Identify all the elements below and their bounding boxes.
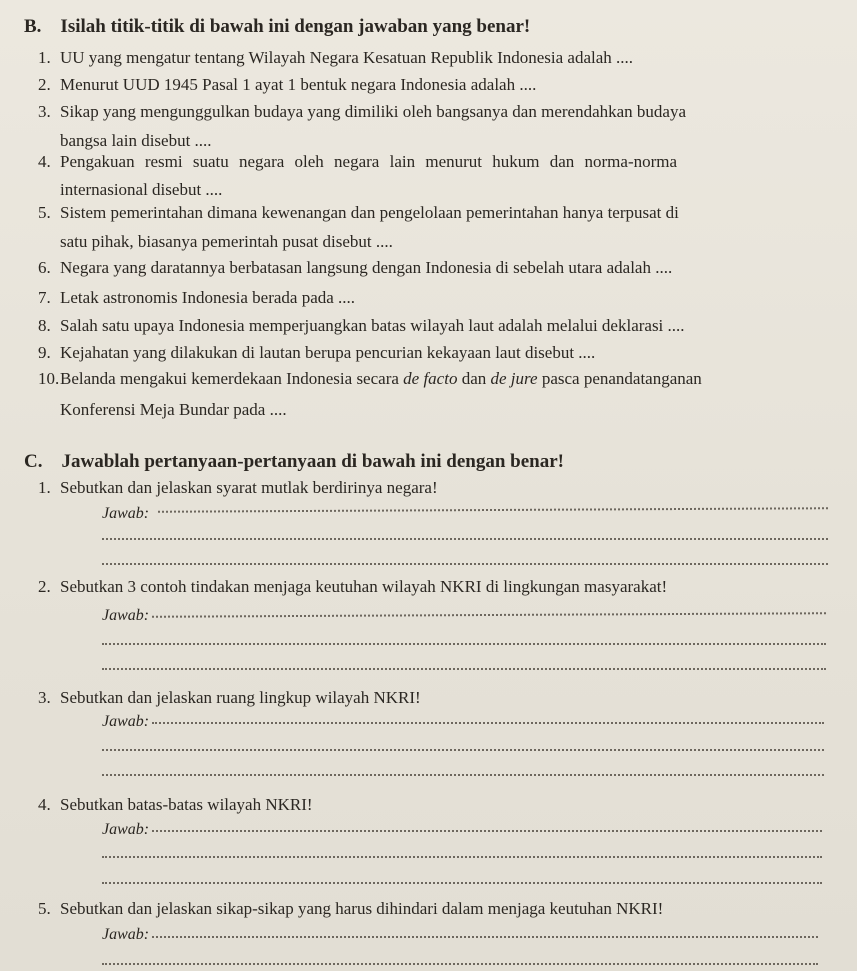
section-c-title: C. Jawablah pertanyaan-pertanyaan di bawah ini dengan benar! xyxy=(24,451,565,472)
section-b-title: B. Isilah titik-titik di bawah ini dengan jawaban yang benar! xyxy=(24,16,531,37)
c-question-3: 3. Sebutkan dan jelaskan ruang lingkup wilayah NKRI! xyxy=(38,688,421,707)
c-answer-line-4c[interactable] xyxy=(102,882,822,884)
c-answer-line-2a[interactable] xyxy=(152,612,826,618)
b-item-8: 8. Salah satu upaya Indonesia memperjuangkan batas wilayah laut adalah melalui deklarasi .... xyxy=(38,316,685,335)
c-answer-line-3b[interactable] xyxy=(102,749,824,751)
b-item-4: 4. Pengakuan resmi suatu negara oleh negara lain menurut hukum dan norma-norma xyxy=(38,152,678,171)
c-question-1: 1. Sebutkan dan jelaskan syarat mutlak berdirinya negara! xyxy=(38,478,438,497)
b-item-9: 9. Kejahatan yang dilakukan di lautan berupa pencurian kekayaan laut disebut .... xyxy=(38,343,596,362)
c-answer-line-1b[interactable] xyxy=(102,538,828,540)
c-answer-line-2b[interactable] xyxy=(102,643,826,645)
c-answer-line-5a[interactable] xyxy=(152,936,818,938)
c-answer-label-2: Jawab: xyxy=(102,607,150,624)
c-answer-line-3c[interactable] xyxy=(102,774,824,776)
c-answer-line-5b[interactable] xyxy=(102,963,818,965)
c-answer-label-1: Jawab: xyxy=(102,505,150,522)
c-answer-line-2c[interactable] xyxy=(102,668,826,670)
c-answer-line-1c[interactable] xyxy=(102,563,828,565)
b-item-4-cont: internasional disebut .... xyxy=(60,180,223,199)
b-item-5: 5. Sistem pemerintahan dimana kewenangan dan pengelolaan pemerintahan hanya terpusat di xyxy=(38,203,679,222)
c-answer-line-1a[interactable] xyxy=(158,507,828,513)
b-item-3: 3. Sikap yang mengunggulkan budaya yang dimiliki oleh bangsanya dan merendahkan budaya xyxy=(38,102,687,121)
b-item-1: 1. UU yang mengatur tentang Wilayah Negara Kesatuan Republik Indonesia adalah .... xyxy=(38,48,634,67)
c-answer-label-4: Jawab: xyxy=(102,821,150,838)
c-answer-line-3a[interactable] xyxy=(152,722,824,724)
b-item-5-cont: satu pihak, biasanya pemerintah pusat disebut .... xyxy=(60,232,393,251)
b-item-6: 6. Negara yang daratannya berbatasan langsung dengan Indonesia di sebelah utara adalah .... xyxy=(38,258,673,277)
c-answer-line-4b[interactable] xyxy=(102,856,822,858)
c-answer-label-5: Jawab: xyxy=(102,926,150,943)
c-question-2: 2. Sebutkan 3 contoh tindakan menjaga keutuhan wilayah NKRI di lingkungan masyarakat! xyxy=(38,577,668,596)
b-item-7: 7. Letak astronomis Indonesia berada pada .... xyxy=(38,288,356,307)
c-answer-label-3: Jawab: xyxy=(102,713,150,730)
b-item-2: 2. Menurut UUD 1945 Pasal 1 ayat 1 bentuk negara Indonesia adalah .... xyxy=(38,75,537,94)
b-item-10-cont: Konferensi Meja Bundar pada .... xyxy=(60,400,287,419)
b-item-3-cont: bangsa lain disebut .... xyxy=(60,131,212,150)
c-question-4: 4. Sebutkan batas-batas wilayah NKRI! xyxy=(38,795,313,814)
c-answer-line-4a[interactable] xyxy=(152,830,822,832)
b-item-10: 10.Belanda mengakui kemerdekaan Indonesia secara de facto dan de jure pasca penandatanganan xyxy=(38,369,702,388)
c-question-5: 5. Sebutkan dan jelaskan sikap-sikap yang harus dihindari dalam menjaga keutuhan NKRI! xyxy=(38,899,664,918)
